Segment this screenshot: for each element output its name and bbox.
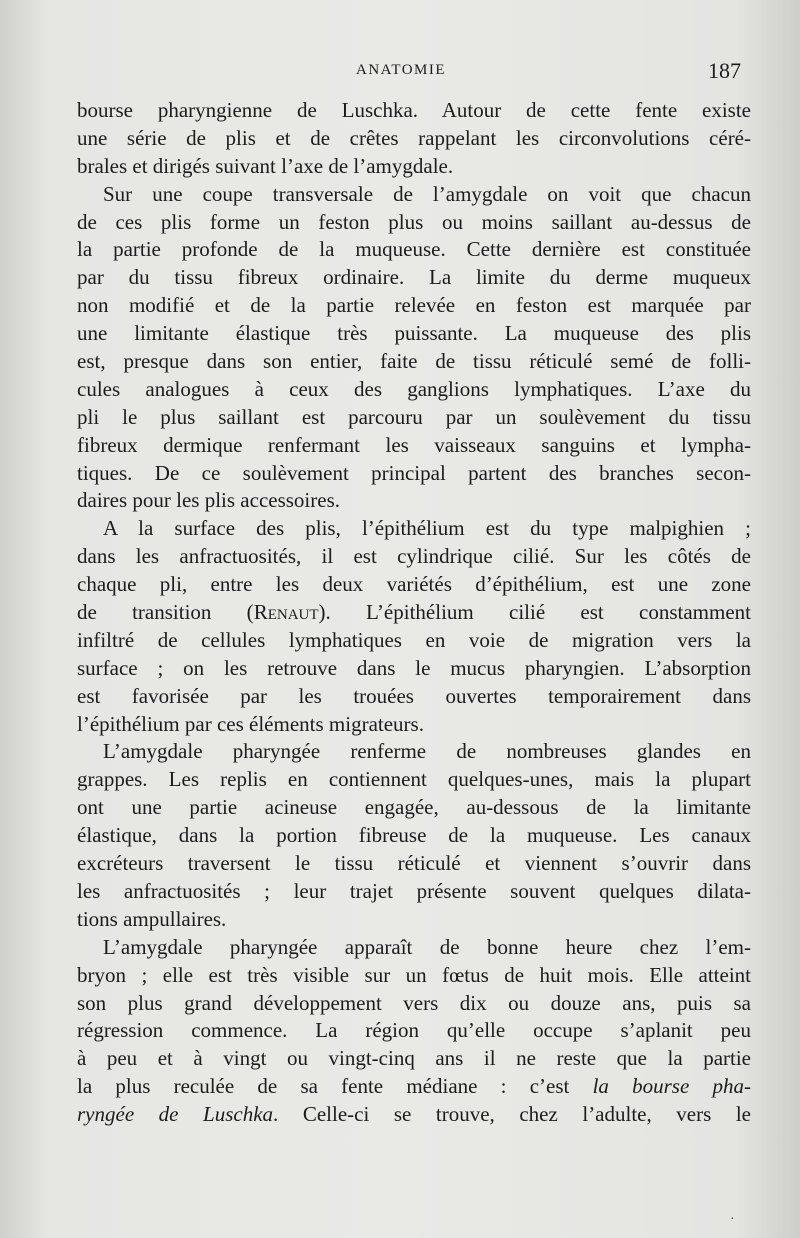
text-line: la partie profonde de la muqueuse. Cette dernière est constituée [77,237,751,262]
author-citation: Renaut [253,600,319,625]
italic-term: la bourse pha- [592,1074,751,1099]
text-line: tiques. De ce soulèvement principal partent des branches secon- [77,460,751,485]
text-line: L’amygdale pharyngée apparaît de bonne heure chez l’em- [103,934,751,959]
text-line: fibreux dermique renfermant les vaisseaux sanguins et lympha- [77,432,751,457]
text-line: bourse pharyngienne de Luschka. Autour de cette fente existe [77,98,751,122]
body-text [77,97,751,1129]
text-line: infiltré de cellules lymphatiques en voie de migration vers la [77,627,751,652]
text-line: dans les anfractuosités, il est cylindrique cilié. Sur les côtés de [77,544,751,569]
italic-term: ryngée de Luschka [77,1102,274,1127]
text-line: daires pour les plis accessoires. [77,488,341,513]
text-line [77,599,751,627]
text-line: excréteurs traversent le tissu réticulé et viennent s’ouvrir dans [77,851,751,876]
text-line: est favorisée par les trouées ouvertes temporairement dans [77,683,751,708]
page-number: 187 [708,58,741,83]
text-line: l’épithélium par ces éléments migrateurs. [77,711,424,736]
text-segment: de transition ( [77,600,254,625]
page-mark: · [730,1212,735,1227]
text-line: chaque pli, entre les deux variétés d’épithélium, est une zone [77,572,751,597]
text-line: de ces plis forme un feston plus ou moins saillant au-dessus de [77,209,751,234]
text-line: à peu et à vingt ou vingt-cinq ans il ne reste que la partie [77,1046,751,1071]
text-line: les anfractuosités ; leur trajet présente souvent quelques dilata- [77,878,751,903]
text-line: surface ; on les retrouve dans le mucus pharyngien. L’absorption [77,655,751,680]
running-title: ANATOMIE [356,62,447,78]
text-line: grappes. Les replis en contiennent quelques-unes, mais la plupart [77,767,751,792]
text-line: une limitante élastique très puissante. La muqueuse des plis [77,321,751,346]
text-segment: . Celle-ci se trouve, chez l’adulte, vers le [273,1102,751,1127]
text-line: son plus grand développement vers dix ou douze ans, puis sa [77,990,751,1015]
text-line: tions ampullaires. [77,906,227,931]
page-header [0,58,800,88]
text-line: est, presque dans son entier, faite de tissu réticulé semé de folli- [77,349,751,374]
text-line: A la surface des plis, l’épithélium est du type malpighien ; [103,516,751,541]
text-line: Sur une coupe transversale de l’amygdale on voit que chacun [103,181,751,206]
text-line [77,1073,751,1101]
text-line: brales et dirigés suivant l’axe de l’amygdale. [77,153,454,178]
text-line: cules analogues à ceux des ganglions lymphatiques. L’axe du [77,376,751,401]
text-line: par du tissu fibreux ordinaire. La limite du derme muqueux [77,265,751,290]
text-line: L’amygdale pharyngée renferme de nombreuses glandes en [103,739,751,764]
text-line: régression commence. La région qu’elle occupe s’aplanit peu [77,1018,751,1043]
text-line: non modifié et de la partie relevée en feston est marquée par [77,293,751,318]
text-segment: ). L’épithélium cilié est constamment [318,600,751,625]
text-line [77,1101,751,1129]
text-line: ont une partie acineuse engagée, au-dessous de la limitante [77,795,751,820]
text-line: bryon ; elle est très visible sur un fœtus de huit mois. Elle atteint [77,962,751,987]
text-line: élastique, dans la portion fibreuse de la muqueuse. Les canaux [77,823,751,848]
text-line: pli le plus saillant est parcouru par un soulèvement du tissu [77,404,751,429]
text-line: une série de plis et de crêtes rappelant les circonvolutions céré- [77,125,751,150]
text-segment: la plus reculée de sa fente médiane : c’est [77,1074,593,1099]
